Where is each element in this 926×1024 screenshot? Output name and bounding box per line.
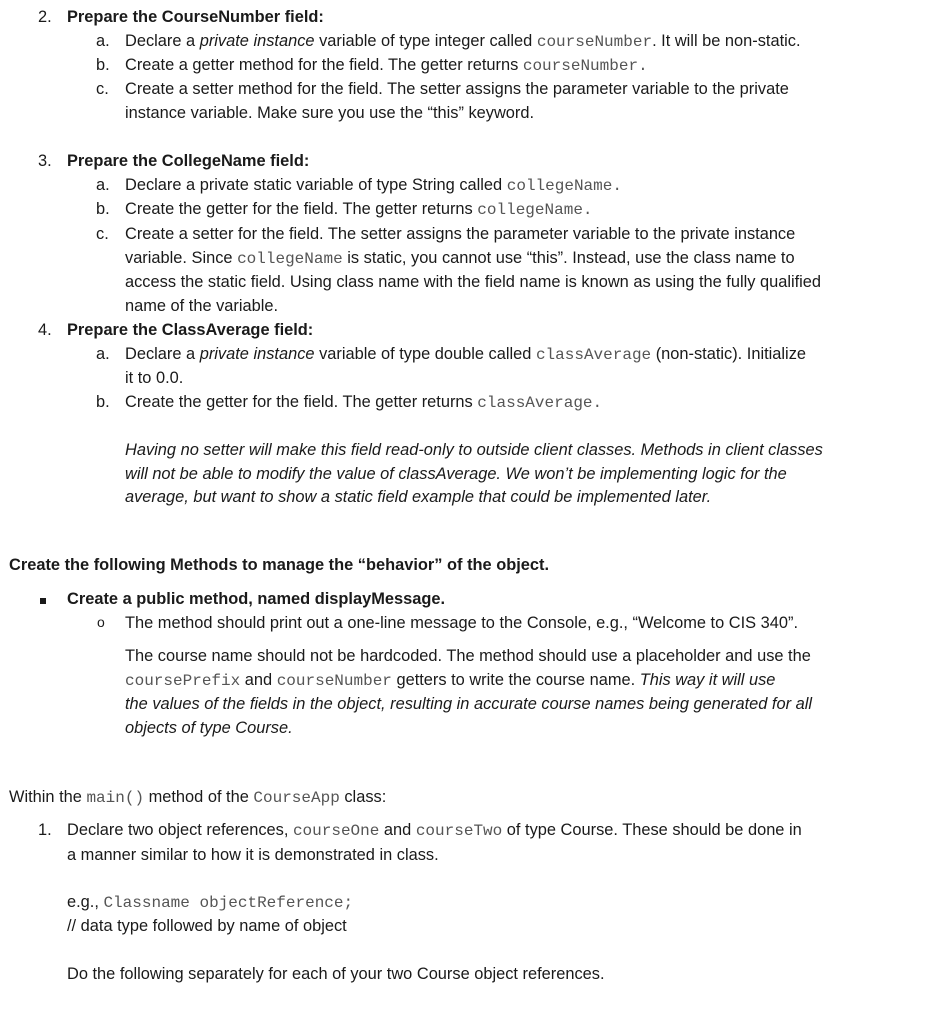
paragraph-line: coursePrefix and courseNumber getters to write the course name. This way it will use [125, 671, 776, 690]
bullet-text: Create a public method, named displayMessage. [67, 590, 446, 608]
item-text: Declare a private static variable of type String called collegeName. [125, 176, 622, 195]
circle-bullet-icon: o [97, 614, 105, 630]
square-bullet-icon [40, 598, 46, 604]
item-text-line: a manner similar to how it is demonstrated in class. [67, 846, 439, 864]
item-text: Create the getter for the field. The getter returns collegeName. [125, 200, 593, 219]
section-number: 3. [38, 152, 52, 170]
item-letter: c. [96, 225, 109, 243]
note-line: will not be able to modify the value of classAverage. We won’t be implementing logic for the [125, 465, 787, 483]
section-number: 2. [38, 8, 52, 26]
main-intro-text: Within the main() method of the CourseApp class: [9, 788, 387, 807]
item-letter: b. [96, 393, 110, 411]
section-heading: Prepare the ClassAverage field: [67, 321, 314, 339]
closing-text: Do the following separately for each of your two Course object references. [67, 965, 605, 983]
item-text-line: access the static field. Using class name with the field name is known as using the fully qualified [125, 273, 822, 291]
subitem-text: The method should print out a one-line message to the Console, e.g., “Welcome to CIS 340”. [125, 614, 798, 632]
item-text-line: Declare two object references, courseOne and courseTwo of type Course. These should be done in [67, 821, 802, 840]
paragraph-line: The course name should not be hardcoded. The method should use a placeholder and use the [125, 647, 811, 665]
item-letter: a. [96, 32, 110, 50]
item-letter: a. [96, 176, 110, 194]
item-text: Create the getter for the field. The getter returns classAverage. [125, 393, 603, 412]
item-number: 1. [38, 821, 52, 839]
paragraph-line: the values of the fields in the object, resulting in accurate course names being generated for all [125, 695, 812, 713]
section-heading: Prepare the CollegeName field: [67, 152, 310, 170]
item-letter: b. [96, 56, 110, 74]
item-letter: a. [96, 345, 110, 363]
example-comment: // data type followed by name of object [67, 917, 347, 935]
note-line: average, but want to show a static field example that could be implemented later. [125, 488, 712, 506]
item-text-line: Declare a private instance variable of type double called classAverage (non-static). Initialize [125, 345, 807, 364]
item-text-line: instance variable. Make sure you use the “this” keyword. [125, 104, 535, 122]
methods-heading: Create the following Methods to manage the “behavior” of the object. [9, 556, 550, 574]
paragraph-line: objects of type Course. [125, 719, 293, 737]
item-text-line: name of the variable. [125, 297, 279, 315]
item-letter: c. [96, 80, 109, 98]
example-line: e.g., Classname objectReference; [67, 893, 354, 912]
item-text: Declare a private instance variable of type integer called courseNumber. It will be non-static. [125, 32, 801, 51]
item-text-line: Create a setter method for the field. The setter assigns the parameter variable to the private [125, 80, 789, 98]
item-text-line: it to 0.0. [125, 369, 184, 387]
section-number: 4. [38, 321, 52, 339]
section-heading: Prepare the CourseNumber field: [67, 8, 324, 26]
item-text-line: variable. Since collegeName is static, you cannot use “this”. Instead, use the class name to [125, 249, 795, 268]
item-letter: b. [96, 200, 110, 218]
note-line: Having no setter will make this field read-only to outside client classes. Methods in client classes [125, 441, 823, 459]
item-text: Create a getter method for the field. The getter returns courseNumber. [125, 56, 648, 75]
item-text-line: Create a setter for the field. The setter assigns the parameter variable to the private instance [125, 225, 796, 243]
